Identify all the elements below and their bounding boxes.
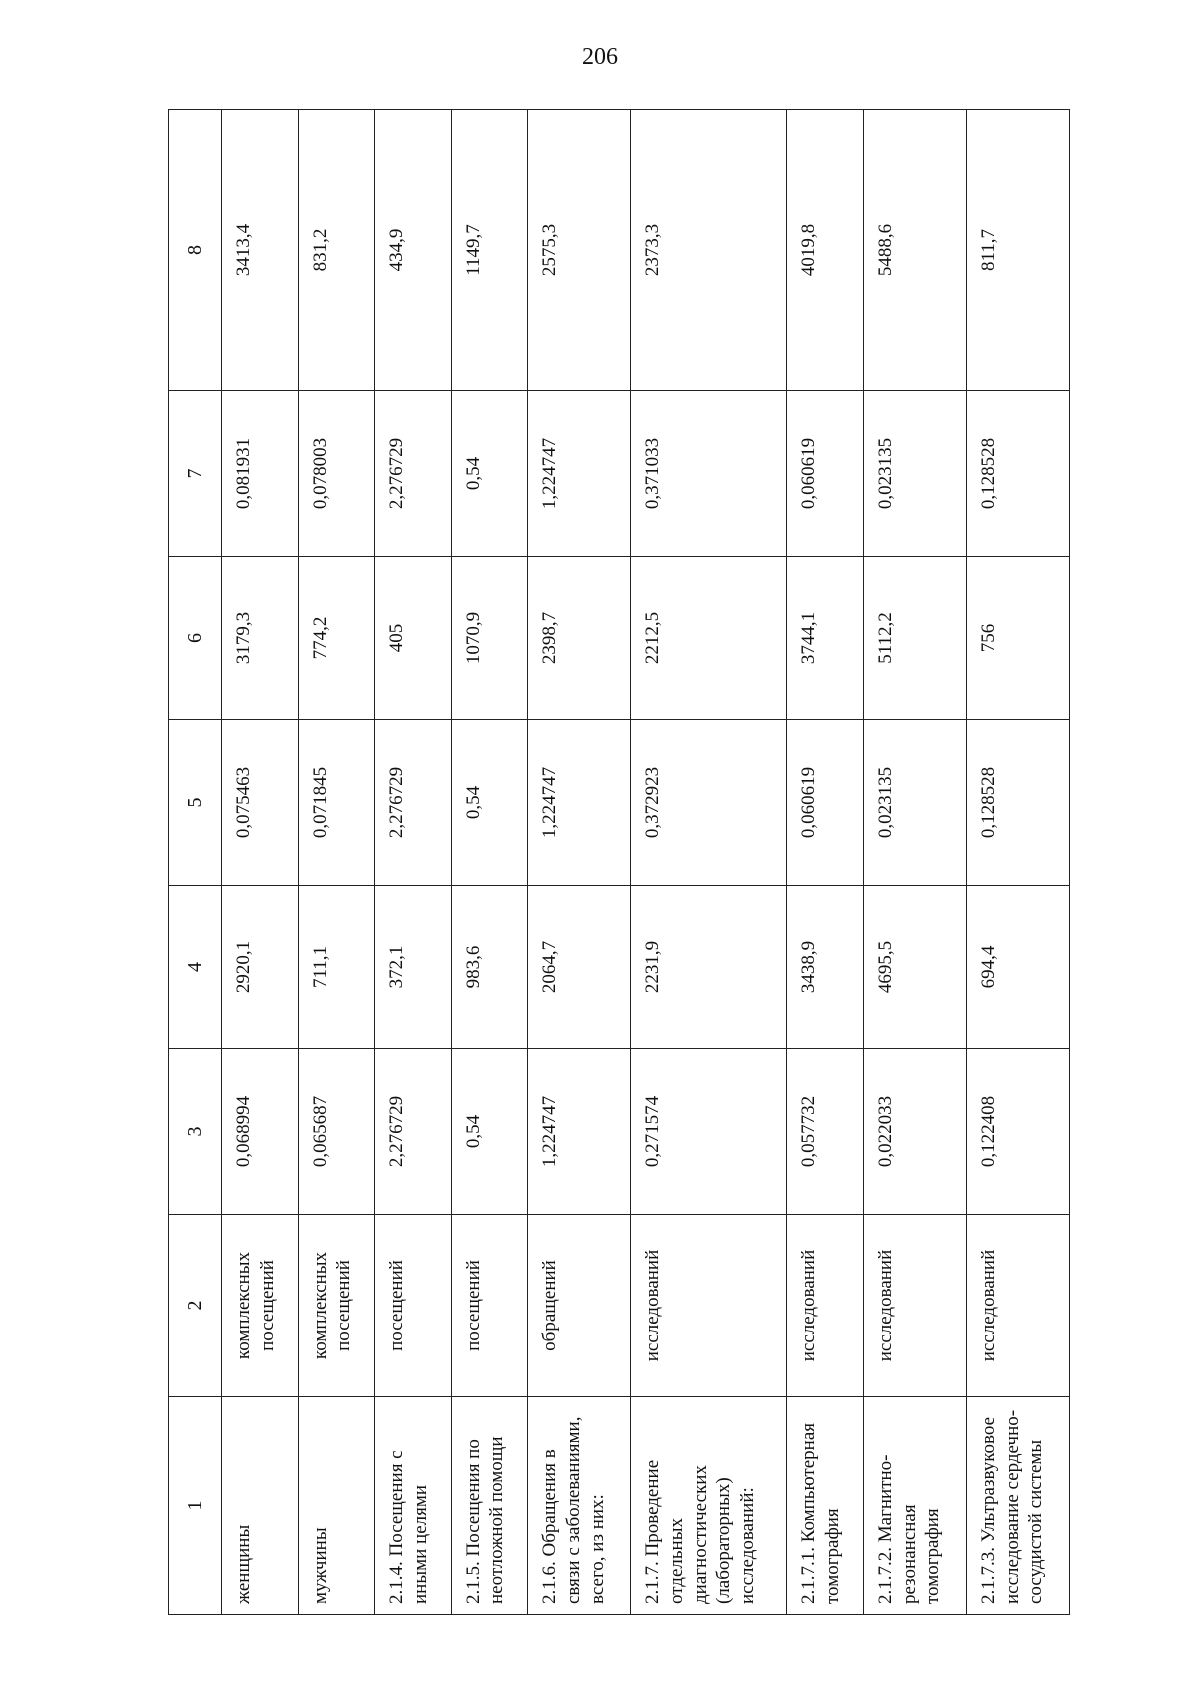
unit-cell: исследований	[863, 1215, 966, 1397]
value-cell: 2575,3	[528, 110, 631, 391]
row-label-cell: 2.1.7.3. Ультразвуковое исследование сердечно-сосудистой системы	[966, 1397, 1069, 1615]
table-row	[298, 110, 375, 1615]
value-cell: 2398,7	[528, 557, 631, 720]
value-cell: 0,078003	[298, 391, 375, 557]
unit-cell: исследований	[966, 1215, 1069, 1397]
value-cell: 0,271574	[631, 1049, 787, 1215]
value-cell: 0,128528	[966, 391, 1069, 557]
value-cell: 2231,9	[631, 886, 787, 1049]
value-cell: 3744,1	[787, 557, 864, 720]
value-cell: 2,276729	[375, 720, 452, 886]
value-cell: 0,057732	[787, 1049, 864, 1215]
table-row	[863, 110, 966, 1615]
column-header: 4	[169, 886, 222, 1049]
value-cell: 831,2	[298, 110, 375, 391]
value-cell: 3438,9	[787, 886, 864, 1049]
row-label-cell: 2.1.7.1. Компьютерная томография	[787, 1397, 864, 1615]
column-header: 1	[169, 1397, 222, 1615]
value-cell: 4019,8	[787, 110, 864, 391]
value-cell: 0,54	[451, 391, 528, 557]
unit-cell: исследований	[631, 1215, 787, 1397]
value-cell: 2,276729	[375, 391, 452, 557]
unit-cell: комплексных посещений	[298, 1215, 375, 1397]
unit-cell: обращений	[528, 1215, 631, 1397]
row-label-cell: 2.1.6. Обращения в связи с заболеваниями, всего, из них:	[528, 1397, 631, 1615]
value-cell: 2064,7	[528, 886, 631, 1049]
rotated-table-container	[168, 110, 1070, 1615]
value-cell: 2212,5	[631, 557, 787, 720]
value-cell: 2,276729	[375, 1049, 452, 1215]
column-header: 8	[169, 110, 222, 391]
value-cell: 2920,1	[222, 886, 299, 1049]
value-cell: 1,224747	[528, 391, 631, 557]
table-row	[631, 110, 787, 1615]
value-cell: 3413,4	[222, 110, 299, 391]
value-cell: 3179,3	[222, 557, 299, 720]
table-row	[787, 110, 864, 1615]
value-cell: 0,122408	[966, 1049, 1069, 1215]
column-header: 2	[169, 1215, 222, 1397]
value-cell: 774,2	[298, 557, 375, 720]
row-label-cell: 2.1.4. Посещения с иными целями	[375, 1397, 452, 1615]
table-row	[222, 110, 299, 1615]
value-cell: 4695,5	[863, 886, 966, 1049]
table-row	[528, 110, 631, 1615]
value-cell: 0,071845	[298, 720, 375, 886]
unit-cell: комплексных посещений	[222, 1215, 299, 1397]
value-cell: 434,9	[375, 110, 452, 391]
page-number: 206	[582, 44, 618, 70]
column-header: 6	[169, 557, 222, 720]
value-cell: 0,065687	[298, 1049, 375, 1215]
value-cell: 1,224747	[528, 1049, 631, 1215]
table-row	[966, 110, 1069, 1615]
column-header: 7	[169, 391, 222, 557]
column-header: 5	[169, 720, 222, 886]
unit-cell: посещений	[375, 1215, 452, 1397]
value-cell: 0,128528	[966, 720, 1069, 886]
value-cell: 405	[375, 557, 452, 720]
table-row	[375, 110, 452, 1615]
value-cell: 0,060619	[787, 391, 864, 557]
value-cell: 0,081931	[222, 391, 299, 557]
value-cell: 0,371033	[631, 391, 787, 557]
row-label-cell: мужчины	[298, 1397, 375, 1615]
table-header-row	[169, 110, 222, 1615]
value-cell: 0,023135	[863, 720, 966, 886]
value-cell: 0,372923	[631, 720, 787, 886]
table-row	[451, 110, 528, 1615]
value-cell: 0,075463	[222, 720, 299, 886]
row-label-cell: 2.1.5. Посещения по неотложной помощи	[451, 1397, 528, 1615]
column-header: 3	[169, 1049, 222, 1215]
value-cell: 711,1	[298, 886, 375, 1049]
value-cell: 5488,6	[863, 110, 966, 391]
value-cell: 0,54	[451, 1049, 528, 1215]
unit-cell: посещений	[451, 1215, 528, 1397]
value-cell: 1,224747	[528, 720, 631, 886]
value-cell: 372,1	[375, 886, 452, 1049]
value-cell: 811,7	[966, 110, 1069, 391]
value-cell: 0,022033	[863, 1049, 966, 1215]
value-cell: 0,54	[451, 720, 528, 886]
data-table	[168, 109, 1070, 1615]
value-cell: 983,6	[451, 886, 528, 1049]
value-cell: 0,060619	[787, 720, 864, 886]
row-label-cell: 2.1.7.2. Магнитно-резонансная томография	[863, 1397, 966, 1615]
value-cell: 0,068994	[222, 1049, 299, 1215]
value-cell: 2373,3	[631, 110, 787, 391]
value-cell: 1070,9	[451, 557, 528, 720]
value-cell: 1149,7	[451, 110, 528, 391]
value-cell: 0,023135	[863, 391, 966, 557]
value-cell: 5112,2	[863, 557, 966, 720]
value-cell: 756	[966, 557, 1069, 720]
unit-cell: исследований	[787, 1215, 864, 1397]
row-label-cell: 2.1.7. Проведение отдельных диагностических (лабораторных) исследований:	[631, 1397, 787, 1615]
row-label-cell: женщины	[222, 1397, 299, 1615]
value-cell: 694,4	[966, 886, 1069, 1049]
